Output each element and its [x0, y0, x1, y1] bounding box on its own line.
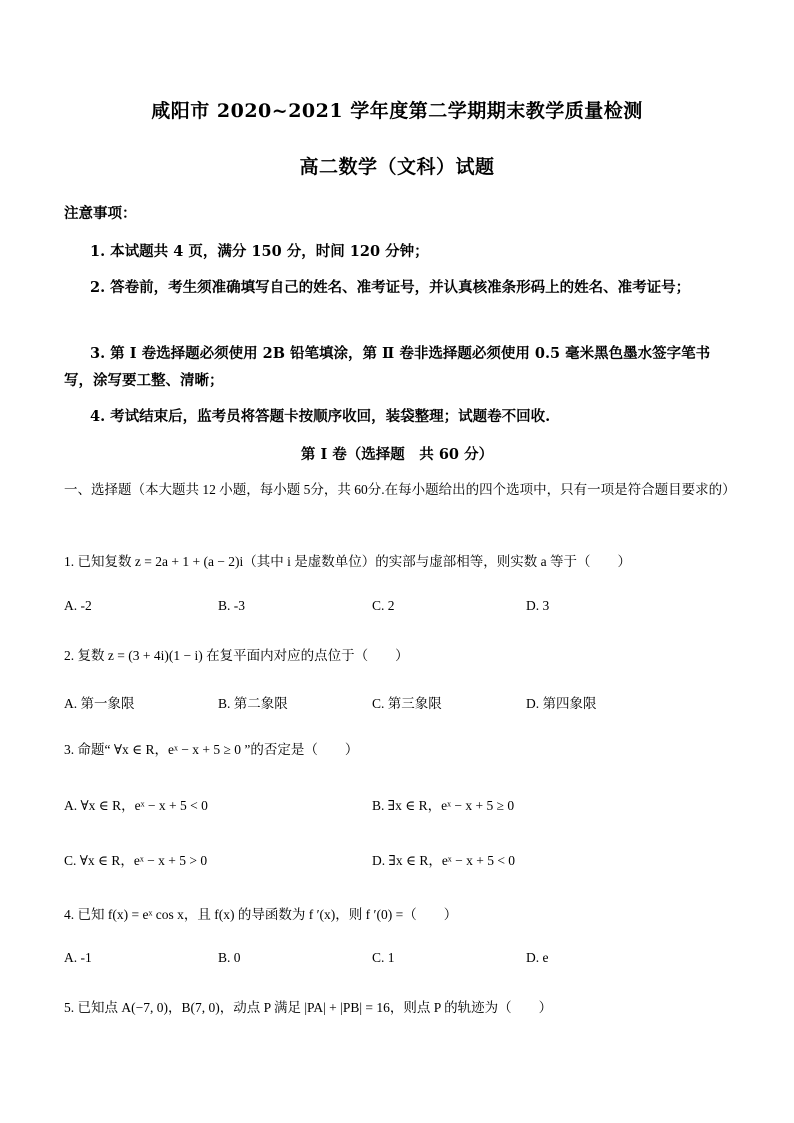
question-3-option-a: A. ∀x ∈ R，eˣ − x + 5 < 0 — [64, 798, 208, 813]
notice-item-4: 4. 考试结束后，监考员将答题卡按顺序收回，装袋整理；试题卷不回收. — [90, 408, 551, 425]
question-1-option-b: B. -3 — [218, 598, 245, 613]
question-4-option-a: A. -1 — [64, 950, 92, 965]
question-2-stem: 2. 复数 z = (3 + 4i)(1 − i) 在复平面内对应的点位于（ ） — [64, 648, 409, 663]
question-4-option-d: D. e — [526, 950, 549, 965]
exam-title: 咸阳市 2020~2021 学年度第二学期期末教学质量检测 — [151, 100, 643, 122]
question-3-option-b: B. ∃x ∈ R，eˣ − x + 5 ≥ 0 — [372, 798, 515, 813]
question-5-stem: 5. 已知点 A(−7, 0)，B(7, 0)，动点 P 满足 |PA| + |PB| = 16，则点 P 的轨迹为（ ） — [64, 1000, 553, 1015]
notice-item-1: 1. 本试题共 4 页，满分 150 分，时间 120 分钟； — [90, 243, 429, 260]
question-3-option-d: D. ∃x ∈ R，eˣ − x + 5 < 0 — [372, 853, 516, 868]
section-heading: 第 Ⅰ 卷（选择题 共 60 分） — [300, 446, 494, 463]
notice-heading: 注意事项： — [64, 205, 137, 222]
question-3-option-c: C. ∀x ∈ R，eˣ − x + 5 > 0 — [64, 853, 208, 868]
question-2-option-a: A. 第一象限 — [64, 696, 135, 711]
question-1-option-d: D. 3 — [526, 598, 550, 613]
question-3-stem: 3. 命题“ ∀x ∈ R，eˣ − x + 5 ≥ 0 ”的否定是（ ） — [64, 742, 359, 757]
exam-subtitle: 高二数学（文科）试题 — [299, 156, 495, 178]
question-1-option-c: C. 2 — [372, 598, 395, 613]
question-4-option-c: C. 1 — [372, 950, 395, 965]
section-intro: 一、选择题（本大题共 12 小题，每小题 5分，共 60分.在每小题给出的四个选项中，只有一项是符合题目要求的） — [64, 482, 736, 497]
notice-item-3: 3. 第 Ⅰ 卷选择题必须使用 2B 铅笔填涂，第 Ⅱ 卷非选择题必须使用 0.5 毫米黑色墨水签字笔书写，涂写要工整、清晰； — [64, 345, 711, 389]
question-2-option-d: D. 第四象限 — [526, 696, 597, 711]
question-4-stem: 4. 已知 f(x) = eˣ cos x，且 f(x) 的导函数为 f ′(x)，则 f ′(0) =（ ） — [64, 907, 458, 922]
question-1-option-a: A. -2 — [64, 598, 92, 613]
question-4-option-b: B. 0 — [218, 950, 241, 965]
notice-item-2: 2. 答卷前，考生须准确填写自己的姓名、准考证号，并认真核准条形码上的姓名、准考证号； — [90, 279, 691, 296]
question-2-option-c: C. 第三象限 — [372, 696, 442, 711]
question-1-stem: 1. 已知复数 z = 2a + 1 + (a − 2)i（其中 i 是虚数单位）的实部与虚部相等，则实数 a 等于（ ） — [64, 554, 632, 569]
question-2-option-b: B. 第二象限 — [218, 696, 288, 711]
